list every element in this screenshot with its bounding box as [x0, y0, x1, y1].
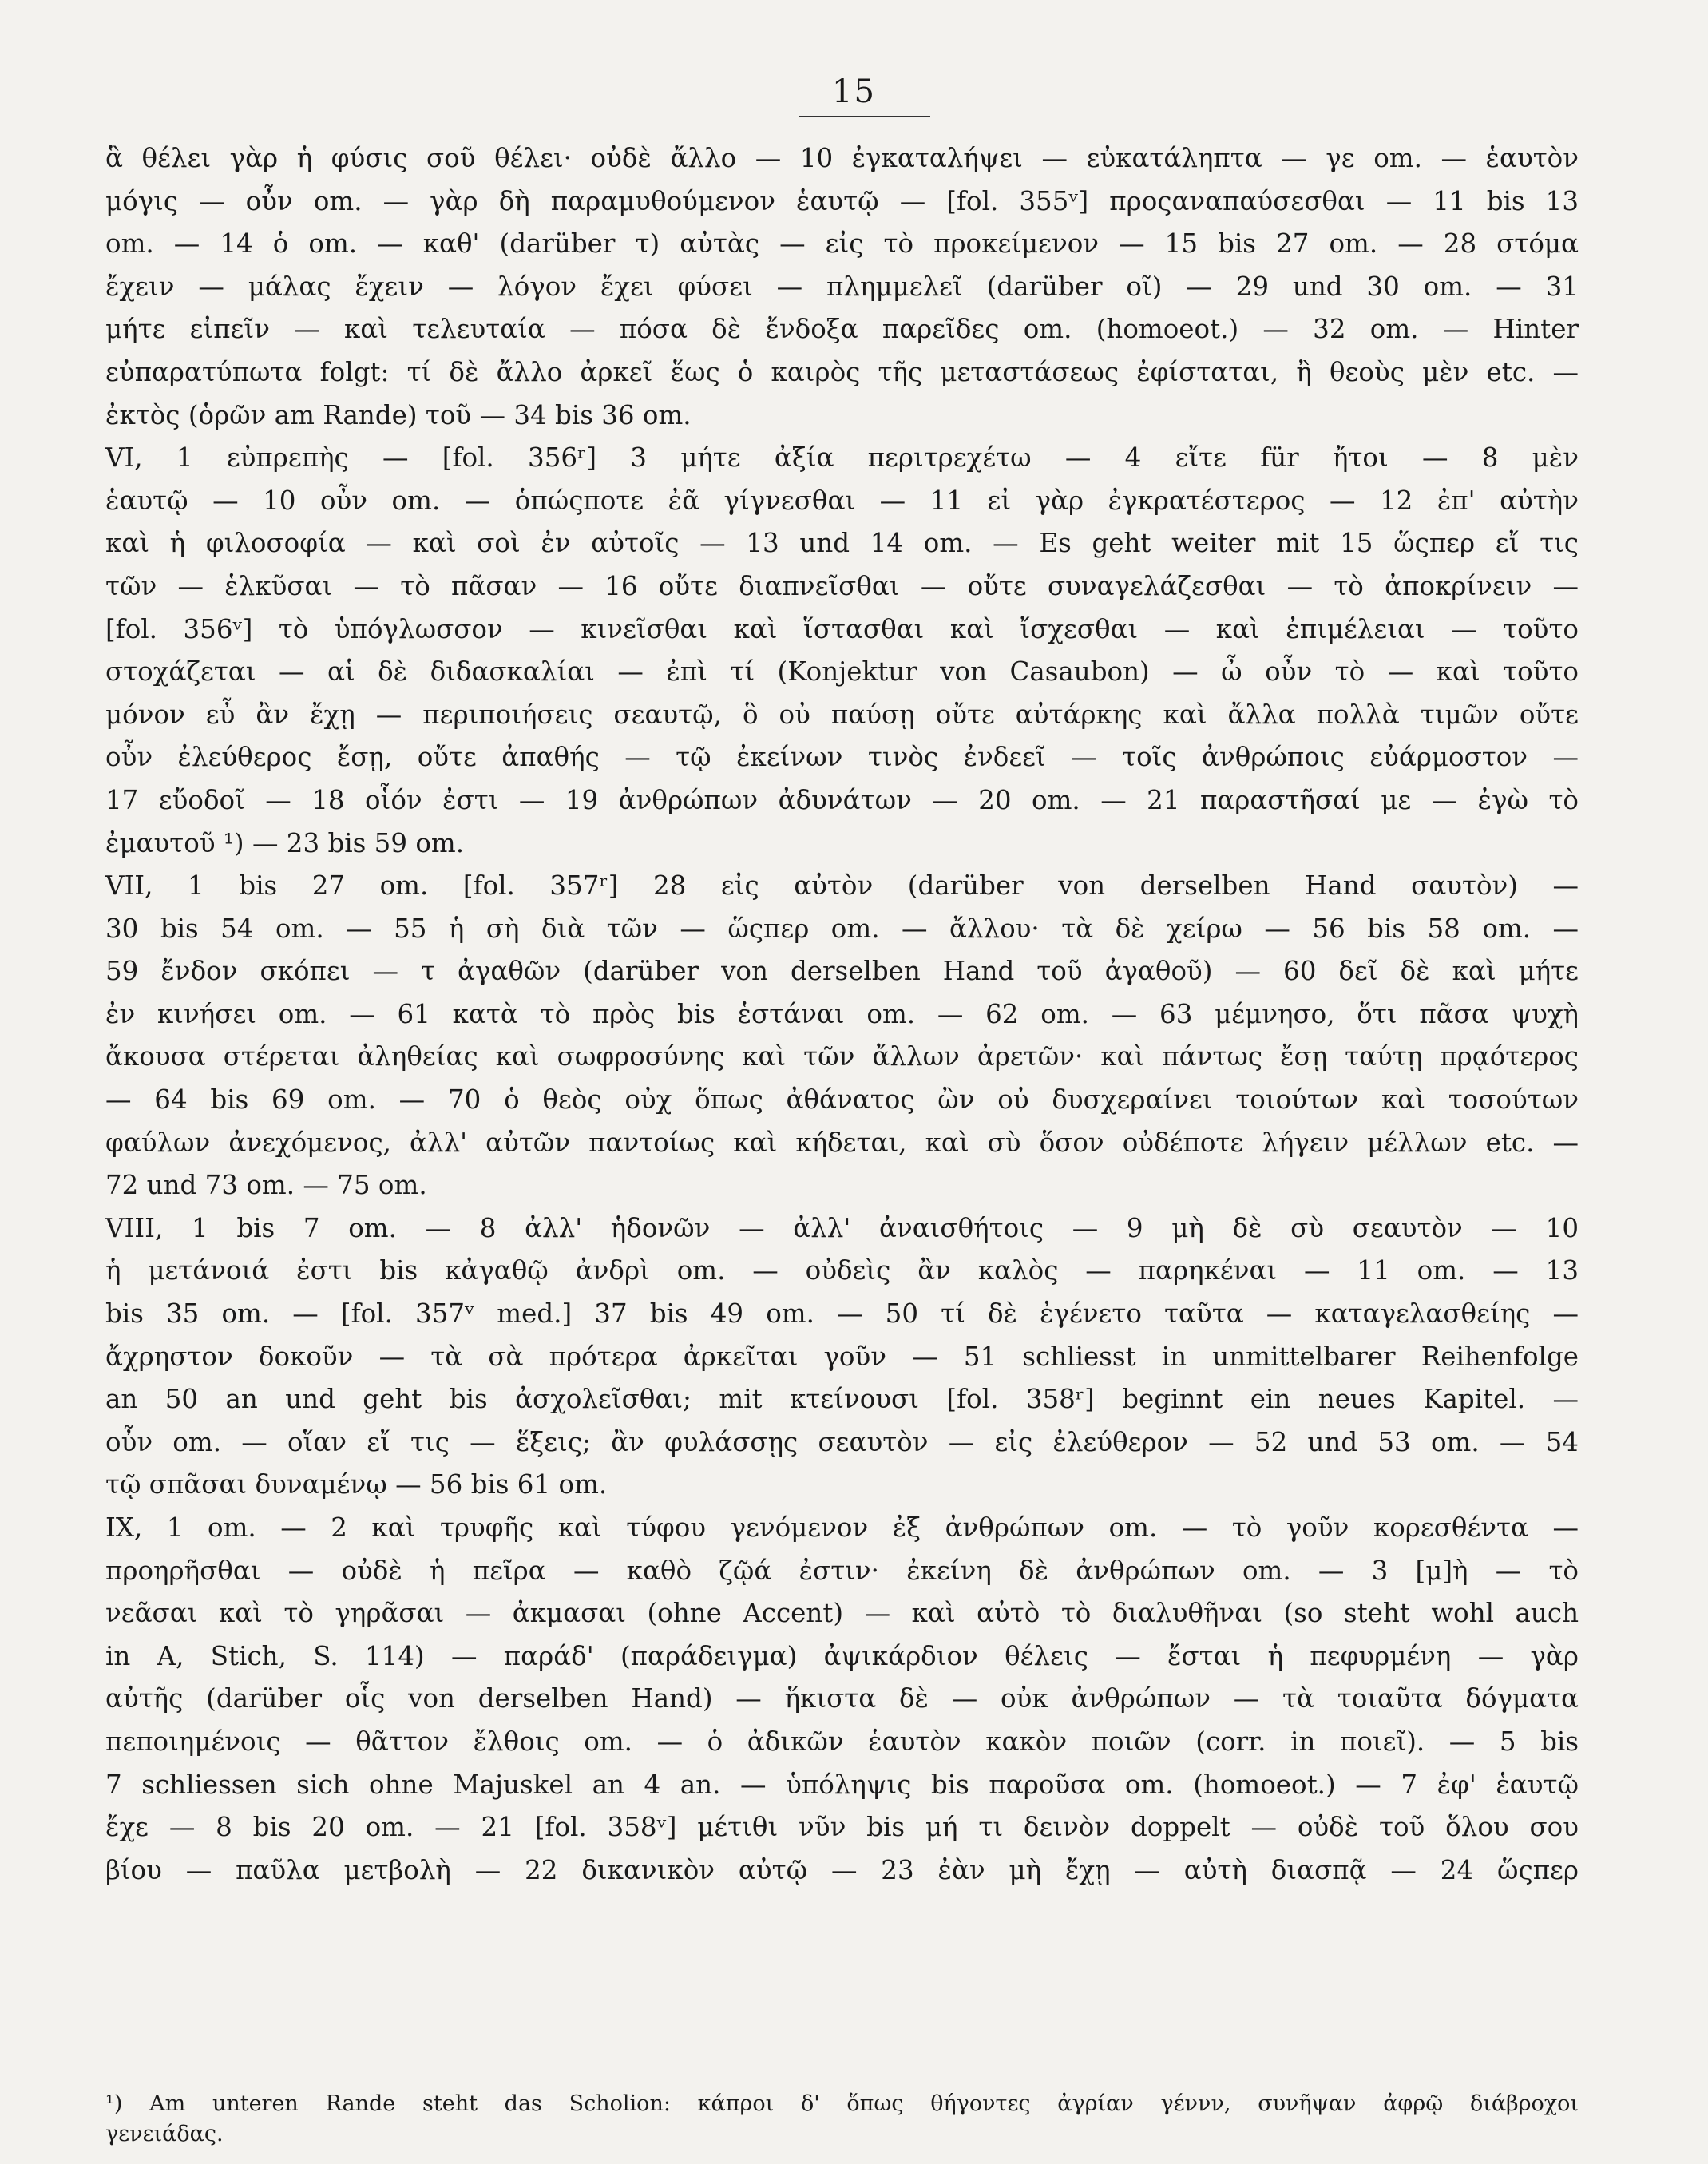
footnote-line: γενειάδας. — [105, 2122, 224, 2146]
text-line: αὐτῆς (darüber οἷς von derselben Hand) — ἥκιστα δὲ — οὐκ ἀνθρώπων — τὰ τοιαῦτα δόγματα — [105, 1683, 1579, 1714]
text-line: ἐμαυτοῦ ¹) — 23 bis 59 om. — [105, 827, 465, 858]
text-line: οὖν om. — οἵαν εἴ τις — ἕξεις; ἂν φυλάσσῃς σεαυτὸν — εἰς ἐλεύθερον — 52 und 53 om. — 54 — [105, 1426, 1579, 1457]
text-line: οὖν ἐλεύθερος ἔσῃ, οὔτε ἀπαθής — τῷ ἐκείνων τινὸς ἐνδεεῖ — τοῖς ἀνθρώποις εὐάρμοστον — — [105, 742, 1579, 773]
text-line: ἔχειν — μάλας ἔχειν — λόγον ἔχει φύσει — πλημμελεῖ (darüber οῖ) — 29 und 30 om. — 31 — [105, 271, 1579, 302]
text-line: στοχάζεται — αἱ δὲ διδασκαλίαι — ἐπὶ τί (Konjektur von Casaubon) — ὦ οὖν τὸ — καὶ τοῦτο — [105, 656, 1579, 688]
text-line: — 64 bis 69 om. — 70 ὁ θεὸς οὐχ ὅπως ἀθάνατος ὢν οὐ δυσχεραίνει τοιούτων καὶ τοσούτων — [105, 1084, 1579, 1116]
text-line: καὶ ἡ φιλοσοφία — καὶ σοὶ ἐν αὐτοῖς — 13 und 14 om. — Es geht weiter mit 15 ὥςπερ εἴ τις — [105, 528, 1579, 559]
text-line: εὐπαρατύπωτα folgt: τί δὲ ἄλλο ἀρκεῖ ἕως ὁ καιρὸς τῆς μεταστάσεως ἐφίσταται, ἢ θεοὺς μὲν etc. — — [105, 356, 1579, 387]
text-line: ἔχε — 8 bis 20 om. — 21 [fol. 358ᵛ] μέτιθι νῦν bis μή τι δεινὸν doppelt — οὐδὲ τοῦ ὅλου σου — [105, 1812, 1579, 1843]
section-start-vi: VI, 1 εὐπρεπὴς — [fol. 356ʳ] 3 μήτε ἀξία περιτρεχέτω — 4 εἴτε für ἤτοι — 8 μὲν — [105, 442, 1579, 474]
text-line: μόγις — οὖν om. — γὰρ δὴ παραμυθούμενον ἑαυτῷ — [fol. 355ᵛ] προςαναπαύσεσθαι — 11 bis 13 — [105, 185, 1579, 216]
text-line: ἄκουσα στέρεται ἀληθείας καὶ σωφροσύνης καὶ τῶν ἄλλων ἀρετῶν· καὶ πάντως ἔσῃ ταύτῃ πρᾳότερος — [105, 1041, 1579, 1072]
text-line: om. — 14 ὁ om. — καθ' (darüber τ) αὐτὰς — εἰς τὸ προκείμενον — 15 bis 27 om. — 28 στόμα — [105, 228, 1579, 260]
text-line: τῶν — ἑλκῦσαι — τὸ πᾶσαν — 16 οὔτε διαπνεῖσθαι — οὔτε συναγελάζεσθαι — τὸ ἀποκρίνειν — — [105, 570, 1579, 601]
text-line: βίου — παῦλα μετβολὴ — 22 δικανικὸν αὐτῷ — 23 ἐὰν μὴ ἔχῃ — αὐτὴ διασπᾷ — 24 ὥςπερ — [105, 1854, 1579, 1885]
page-number-rule — [799, 116, 930, 117]
text-line: φαύλων ἀνεχόμενος, ἀλλ' αὐτῶν παντοίως καὶ κήδεται, καὶ σὺ ὅσον οὐδέποτε λήγειν μέλλων etc. — — [105, 1127, 1579, 1158]
footnote-line: ¹) Am unteren Rande steht das Scholion: κάπροι δ' ὅπως θήγοντες ἀγρίαν γέννν, συνῆψαν ἀφρῷ διάβροχοι — [105, 2091, 1579, 2116]
text-line: μήτε εἰπεῖν — καὶ τελευταία — πόσα δὲ ἔνδοξα παρεῖδες om. (homoeot.) — 32 om. — Hinter — [105, 314, 1579, 345]
text-line: τῷ σπᾶσαι δυναμένῳ — 56 bis 61 om. — [105, 1469, 608, 1500]
text-line: 7 schliessen sich ohne Majuskel an 4 an. — ὑπόληψις bis παροῦσα om. (homoeot.) — 7 ἐφ' ἑαυτῷ — [105, 1769, 1579, 1800]
text-line: [fol. 356ᵛ] τὸ ὑπόγλωσσον — κινεῖσθαι καὶ ἵστασθαι καὶ ἴσχεσθαι — καὶ ἐπιμέλειαι — τοῦτο — [105, 613, 1579, 644]
text-line: ἐν κινήσει om. — 61 κατὰ τὸ πρὸς bis ἑστάναι om. — 62 om. — 63 μέμνησο, ὅτι πᾶσα ψυχὴ — [105, 998, 1579, 1029]
text-line: ἑαυτῷ — 10 οὖν om. — ὁπώςποτε ἐᾶ γίγνεσθαι — 11 εἰ γὰρ ἐγκρατέστερος — 12 ἐπ' αὐτὴν — [105, 485, 1579, 516]
text-line: ἡ μετάνοιά ἐστι bis κἀγαθῷ ἀνδρὶ om. — οὐδεὶς ἂν καλὸς — παρηκέναι — 11 om. — 13 — [105, 1255, 1579, 1286]
footnote — [105, 2089, 1579, 2150]
text-line: an 50 an und geht bis ἀσχολεῖσθαι; mit κτείνουσι [fol. 358ʳ] beginnt ein neues Kapitel. — — [105, 1384, 1579, 1415]
text-line: ἄχρηστον δοκοῦν — τὰ σὰ πρότερα ἀρκεῖται γοῦν — 51 schliesst in unmittelbarer Reihenfolge — [105, 1341, 1579, 1372]
page-number: 15 — [832, 73, 876, 110]
text-line: ἐκτὸς (ὁρῶν am Rande) τοῦ — 34 bis 36 om. — [105, 399, 692, 430]
text-line: in A, Stich, S. 114) — παράδ' (παράδειγμα) ἀψικάρδιον θέλεις — ἔσται ἡ πεφυρμένη — γὰρ — [105, 1640, 1579, 1671]
text-line: bis 35 om. — [fol. 357ᵛ med.] 37 bis 49 om. — 50 τί δὲ ἐγένετο ταῦτα — καταγελασθείης — — [105, 1298, 1579, 1330]
text-line: μόνον εὖ ἂν ἔχῃ — περιποιήσεις σεαυτῷ, ὃ οὐ παύσῃ οὔτε αὐτάρκης καὶ ἄλλα πολλὰ τιμῶν οὔτε — [105, 699, 1579, 730]
text-line: 72 und 73 om. — 75 om. — [105, 1170, 427, 1201]
section-start-viii: VIII, 1 bis 7 om. — 8 ἀλλ' ἡδονῶν — ἀλλ' ἀναισθήτοις — 9 μὴ δὲ σὺ σεαυτὸν — 10 — [105, 1212, 1579, 1243]
text-line: 59 ἔνδον σκόπει — τ ἀγαθῶν (darüber von derselben Hand τοῦ ἀγαθοῦ) — 60 δεῖ δὲ καὶ μήτε — [105, 956, 1579, 987]
text-line: 17 εὔοδοῖ — 18 οἷόν ἐστι — 19 ἀνθρώπων ἀδυνάτων — 20 om. — 21 παραστῆσαί με — ἐγὼ τὸ — [105, 784, 1579, 815]
text-line: ἃ θέλει γὰρ ἡ φύσις σοῦ θέλει· οὐδὲ ἄλλο — 10 ἐγκαταλήψει — εὐκατάληπτα — γε om. — ἑαυτὸν — [105, 143, 1579, 173]
text-line: πεποιημένοις — θᾶττον ἔλθοις om. — ὁ ἀδικῶν ἑαυτὸν κακὸν ποιῶν (corr. in ποιεῖ). — 5 bis — [105, 1726, 1579, 1757]
text-line: προηρῆσθαι — οὐδὲ ἡ πεῖρα — καθὸ ζῷά ἐστιν· ἐκείνη δὲ ἀνθρώπων om. — 3 [μ]ὴ — τὸ — [105, 1555, 1579, 1586]
body-text — [105, 137, 1579, 1892]
text-line: 30 bis 54 om. — 55 ἡ σὴ διὰ τῶν — ὥςπερ om. — ἄλλου· τὰ δὲ χείρω — 56 bis 58 om. — — [105, 913, 1579, 944]
section-start-ix: IX, 1 om. — 2 καὶ τρυφῆς καὶ τύφου γενόμενον ἐξ ἀνθρώπων om. — τὸ γοῦν κορεσθέντα — — [105, 1512, 1579, 1543]
section-start-vii: VII, 1 bis 27 om. [fol. 357ʳ] 28 εἰς αὐτὸν (darüber von derselben Hand σαυτὸν) — — [105, 870, 1579, 902]
text-line: νεᾶσαι καὶ τὸ γηρᾶσαι — ἀκμασαι (ohne Accent) — καὶ αὐτὸ τὸ διαλυθῆναι (so steht wohl auch — [105, 1598, 1579, 1629]
